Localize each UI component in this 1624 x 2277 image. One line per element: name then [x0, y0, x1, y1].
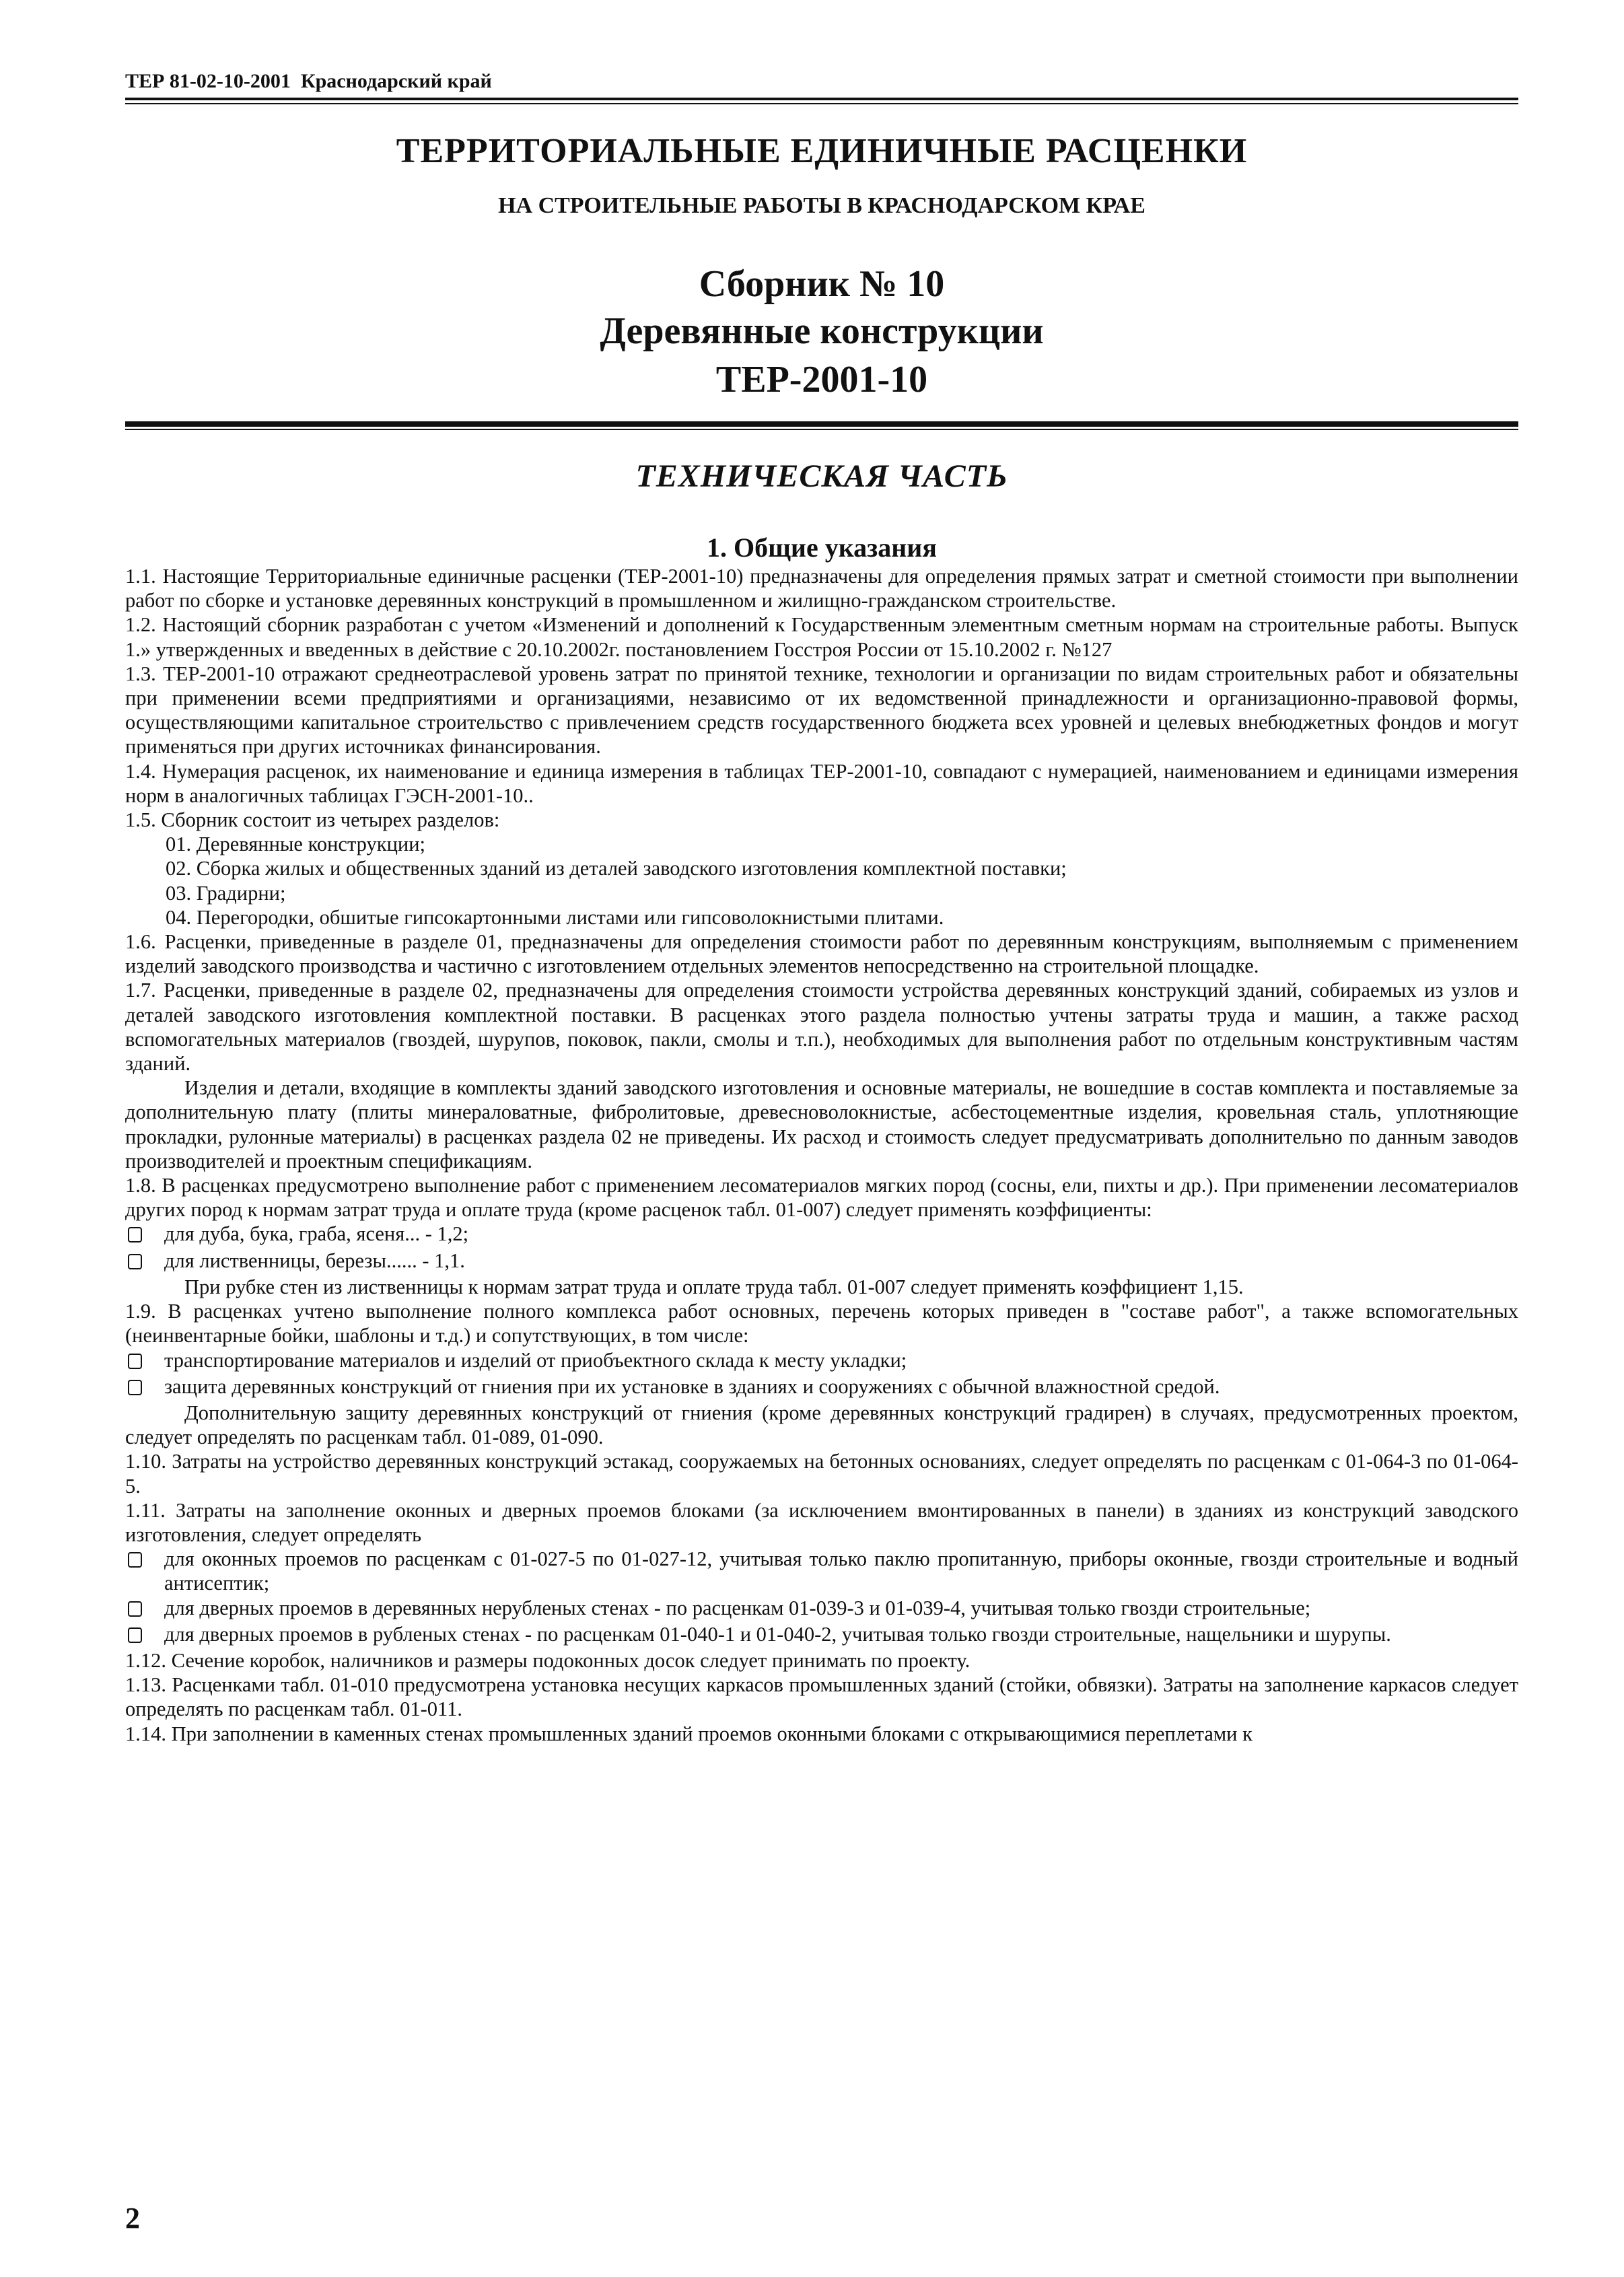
paragraph-1-8-note: При рубке стен из лиственницы к нормам затрат труда и оплате труда табл. 01-007 следует применять коэффициент 1,15. — [184, 1275, 1244, 1298]
opening-item: для дверных проемов в рубленых стенах - по расценкам 01-040-1 и 01-040-2, учитывая только гвозди строительные, нащельники и шурупы. — [125, 1622, 1518, 1648]
coefficient-item: для дуба, бука, граба, ясеня... - 1,2; — [125, 1222, 1518, 1248]
paragraph-1-6: 1.6. Расценки, приведенные в разделе 01, предназначены для определения стоимости работ по деревянным конструкциям, выполняемым с применением изделий заводского производства и частично с изготовлением отдельных элементов непосредственно на строительной площадке. — [125, 930, 1518, 978]
coefficient-item: для лиственницы, березы...... - 1,1. — [125, 1249, 1518, 1275]
paragraph-1-8: 1.8. В расценках предусмотрено выполнение работ с применением лесоматериалов мягких пород (сосны, ели, пихты и др.). При применении лесоматериалов других пород к нормам затрат труда и оплате труда (кроме расценок табл. 01-007) следует применять коэффициенты: — [125, 1174, 1518, 1222]
technical-part-heading: ТЕХНИЧЕСКАЯ ЧАСТЬ — [635, 458, 1008, 494]
bullet-box-icon — [125, 1622, 164, 1648]
paragraph-1-14: 1.14. При заполнении в каменных стенах промышленных зданий проемов оконными блоками с открывающимися переплетами к — [125, 1722, 1252, 1745]
paragraph-1-10: 1.10. Затраты на устройство деревянных конструкций эстакад, сооружаемых на бетонных основаниях, следует определять по расценкам с 01-064-3 по 01-064-5. — [125, 1450, 1518, 1498]
collection-code: ТЕР-2001-10 — [715, 359, 928, 400]
section-item-02: 02. Сборка жилых и общественных зданий из деталей заводского изготовления комплектной поставки; — [166, 857, 1067, 880]
paragraph-1-3: 1.3. ТЕР-2001-10 отражают среднеотраслевой уровень затрат по принятой технике, технологии и организации по видам строительных работ и обязательны при применении всеми предприятиями и организациями, независимо от их ведомственной принадлежности и организационно-правовой формы, осуществляющими капитальное строительство с привлечением средств государственного бюджета всех уровней и целевых внебюджетных фондов и могут применяться при других источниках финансирования. — [125, 662, 1518, 759]
paragraph-1-4: 1.4. Нумерация расценок, их наименование и единица измерения в таблицах ТЕР-2001-10, совпадают с нумерацией, наименованием и единицами измерения норм в аналогичных таблицах ГЭСН-2001-10.. — [125, 759, 1518, 807]
bullet-box-icon — [125, 1374, 164, 1401]
header-region: Краснодарский край — [300, 70, 492, 92]
bullet-box-icon — [125, 1348, 164, 1374]
bullet-box-icon — [125, 1596, 164, 1622]
collection-number: Сборник № 10 — [699, 263, 945, 305]
paragraph-1-9: 1.9. В расценках учтено выполнение полного комплекса работ основных, перечень которых приведен в "составе работ", а также вспомогательных (неинвентарные бойки, шаблоны и т.д.) и сопутствующих, в том числе: — [125, 1300, 1518, 1347]
included-work-item: транспортирование материалов и изделий от приобъектного склада к месту укладки; — [125, 1348, 1518, 1374]
bullet-box-icon — [125, 1222, 164, 1248]
section-item-04: 04. Перегородки, обшитые гипсокартонными листами или гипсоволокнистыми плитами. — [166, 905, 944, 929]
body-text — [125, 564, 1518, 1746]
document-subtitle: НА СТРОИТЕЛЬНЫЕ РАБОТЫ В КРАСНОДАРСКОМ КРАЕ — [498, 193, 1145, 218]
bullet-box-icon — [125, 1249, 164, 1275]
paragraph-1-13: 1.13. Расценками табл. 01-010 предусмотрена установка несущих каркасов промышленных зданий (стойки, обвязки). Затраты на заполнение каркасов следует определять по расценкам табл. 01-011. — [125, 1673, 1518, 1721]
section-item-03: 03. Градирни; — [166, 881, 286, 905]
running-header — [125, 70, 1518, 93]
paragraph-1-1: 1.1. Настоящие Территориальные единичные расценки (ТЕР-2001-10) предназначены для определения прямых затрат и сметной стоимости при выполнении работ по сборке и установке деревянных конструкций в промышленном и жилищно-гражданском строительстве. — [125, 565, 1518, 612]
bullet-box-icon — [125, 1547, 164, 1595]
paragraph-1-2: 1.2. Настоящий сборник разработан с учетом «Изменений и дополнений к Государственным элементным сметным нормам на строительные работы. Выпуск 1.» утвержденных и введенных в действие с 20.10.2002г. постановлением Госстроя России от 15.10.2002 г. №127 — [125, 613, 1518, 661]
opening-item: для оконных проемов по расценкам с 01-027-5 по 01-027-12, учитывая только паклю пропитанную, приборы оконные, гвозди строительные и водный антисептик; — [125, 1547, 1518, 1595]
paragraph-1-5: 1.5. Сборник состоит из четырех разделов: — [125, 808, 500, 832]
page-number: 2 — [125, 2202, 140, 2235]
paragraph-1-7: 1.7. Расценки, приведенные в разделе 02, предназначены для определения стоимости устройства деревянных конструкций зданий, собираемых из узлов и деталей заводского изготовления комплектной поставки. В расценках этого раздела полностью учтены затраты труда и машин, а также расход вспомогательных материалов (гвоздей, шурупов, поковок, пакли, смолы и т.п.), необходимых для выполнения работ по отдельным конструктивным частям зданий. — [125, 979, 1518, 1076]
header-code: ТЕР 81-02-10-2001 — [125, 70, 291, 92]
paragraph-1-9-note: Дополнительную защиту деревянных конструкций от гниения (кроме деревянных конструкций градирен) в случаях, предусмотренных проектом, следует определять по расценкам табл. 01-089, 01-090. — [125, 1401, 1518, 1449]
header-rule-thick — [125, 98, 1518, 100]
title-rule-thin — [125, 429, 1518, 430]
header-rule-thin — [125, 103, 1518, 104]
collection-name: Деревянные конструкции — [600, 310, 1044, 352]
opening-item: для дверных проемов в деревянных нерубленых стенах - по расценкам 01-039-3 и 01-039-4, учитывая только гвозди строительные; — [125, 1596, 1518, 1622]
paragraph-1-7-continued: Изделия и детали, входящие в комплекты зданий заводского изготовления и основные материалы, не вошедшие в состав комплекта и поставляемые за дополнительную плату (плиты минераловатные, фибролитовые, древесноволокнистые, асбестоцементные изделия, кровельная сталь, уплотняющие прокладки, рулонные материалы) в расценках раздела 02 не приведены. Их расход и стоимость следует предусматривать дополнительно по данным заводов производителей и проектным спецификациям. — [125, 1076, 1518, 1172]
included-work-item: защита деревянных конструкций от гниения при их установке в зданиях и сооружениях с обычной влажностной средой. — [125, 1374, 1518, 1401]
section-heading: 1. Общие указания — [707, 532, 937, 563]
paragraph-1-11: 1.11. Затраты на заполнение оконных и дверных проемов блоками (за исключением вмонтированных в панели) в зданиях из конструкций заводского изготовления, следует определять — [125, 1498, 1518, 1546]
section-item-01: 01. Деревянные конструкции; — [166, 833, 426, 856]
paragraph-1-12: 1.12. Сечение коробок, наличников и размеры подоконных досок следует принимать по проекту. — [125, 1648, 970, 1672]
title-rule-thick — [125, 421, 1518, 427]
document-title: ТЕРРИТОРИАЛЬНЫЕ ЕДИНИЧНЫЕ РАСЦЕНКИ — [396, 132, 1248, 170]
